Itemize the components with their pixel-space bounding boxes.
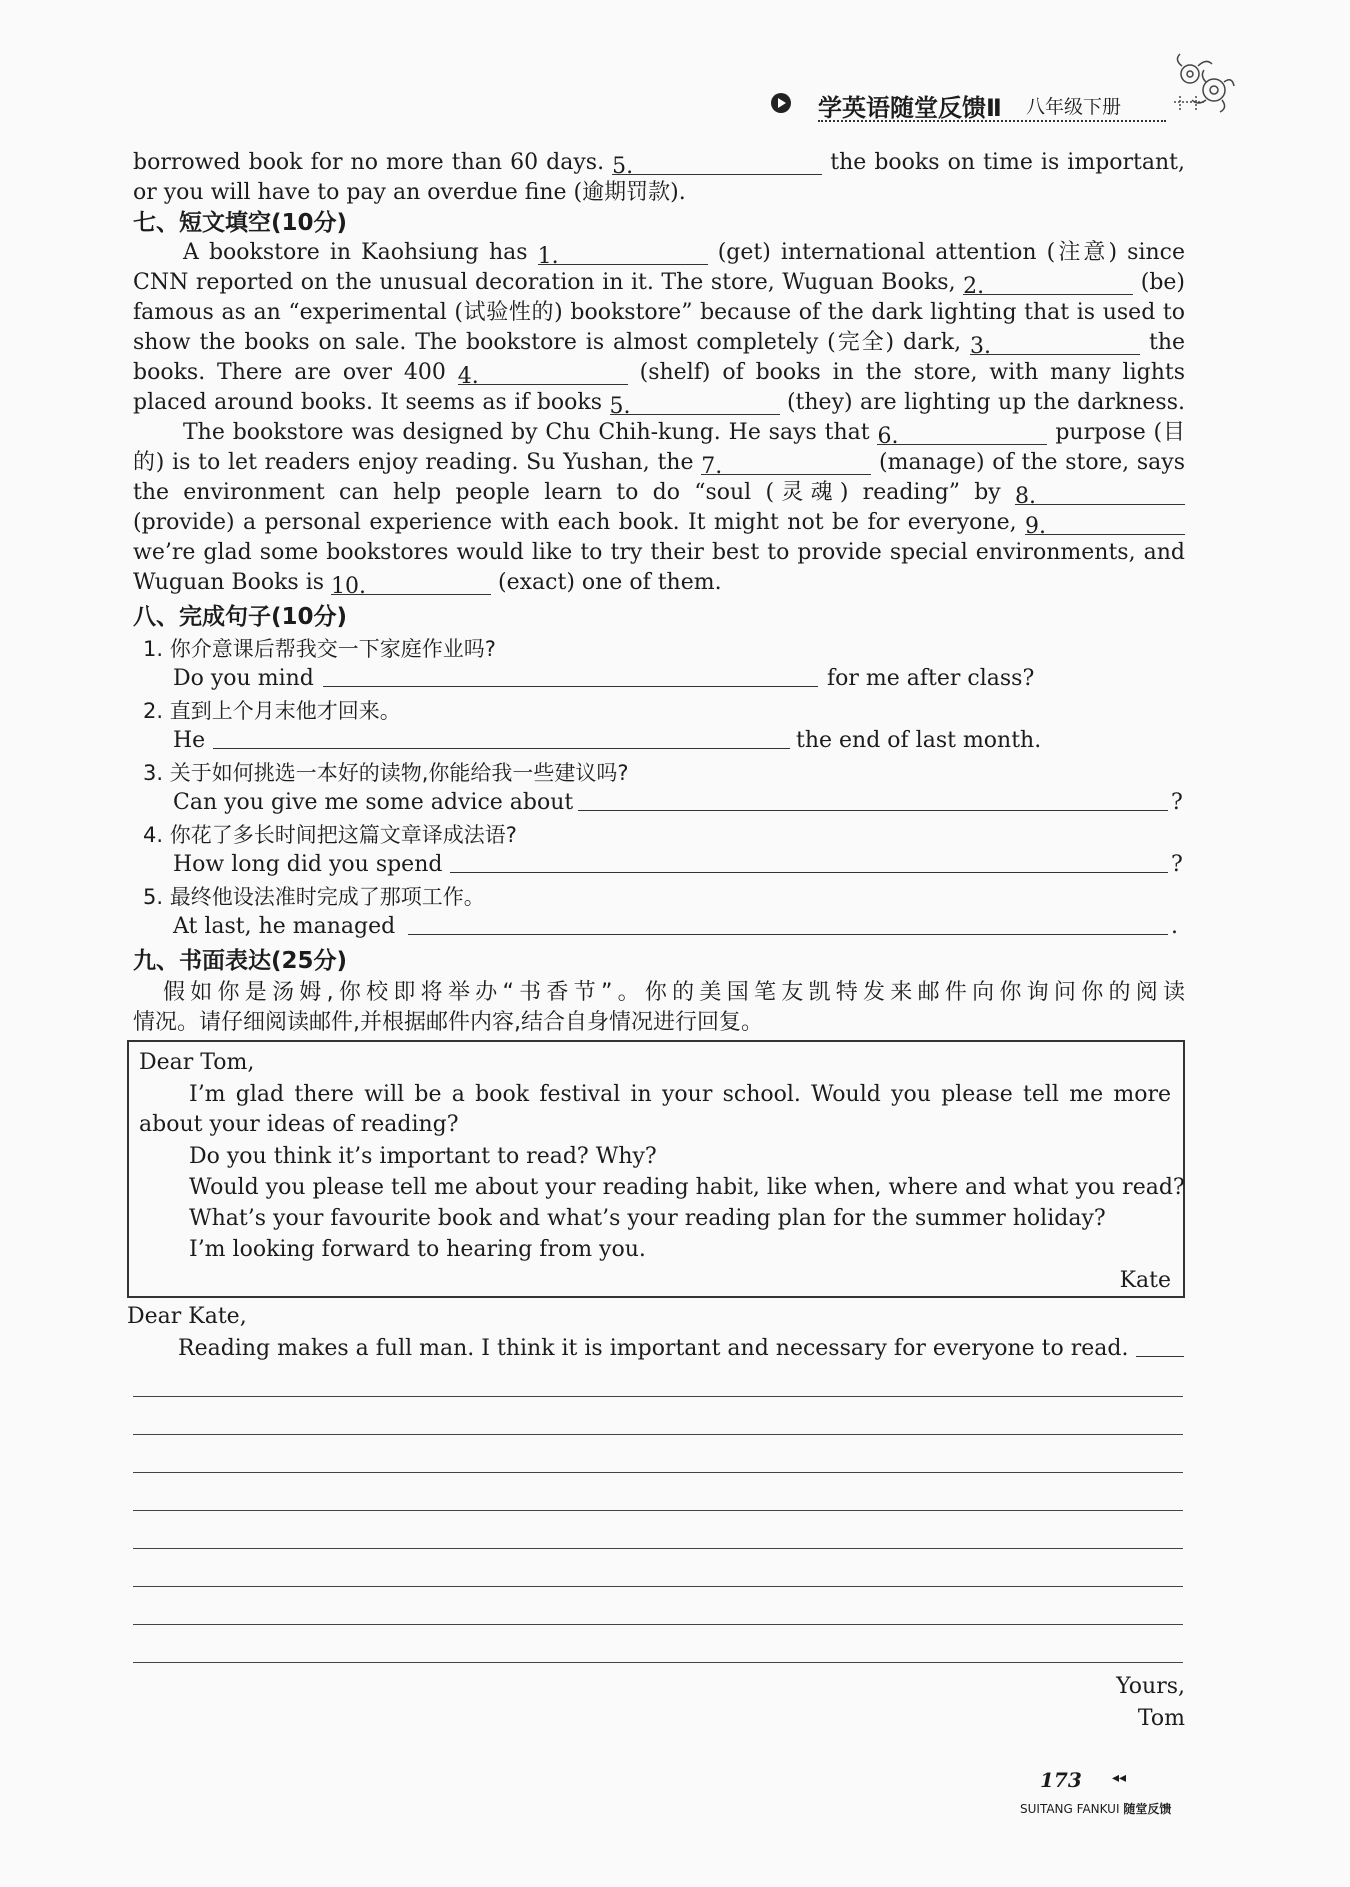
s7-line: Wuguan Books is 10. (exact) one of them. <box>133 570 722 599</box>
s7-line: CNN reported on the unusual decoration in it. The store, Wuguan Books, 2. (be) <box>133 270 1186 299</box>
writing-line[interactable] <box>1136 1334 1184 1357</box>
email-line: I’m looking forward to hearing from you. <box>189 1237 646 1262</box>
s7-line: show the books on sale. The bookstore is almost completely (完全) dark, 3. the <box>133 330 1186 359</box>
blank-3[interactable]: 3. <box>970 332 1140 355</box>
section9-heading: 九、书面表达(25分) <box>133 948 348 974</box>
reply-closing: Yours, <box>1116 1674 1185 1699</box>
answer-blank[interactable] <box>450 850 1168 873</box>
header-title: 学英语随堂反馈Ⅱ <box>818 94 1002 122</box>
email-line: Do you think it’s important to read? Why? <box>189 1144 657 1169</box>
email-line: about your ideas of reading? <box>139 1112 459 1137</box>
answer-blank[interactable] <box>408 912 1168 935</box>
s7-line: The bookstore was designed by Chu Chih-kung. He says that 6. purpose (目 <box>183 420 1185 449</box>
continued-line-1: borrowed book for no more than 60 days. 5. the books on time is important, <box>133 150 1186 179</box>
reply-name: Tom <box>1137 1706 1185 1731</box>
email-line: Would you please tell me about your reading habit, like when, where and what you read? <box>189 1175 1185 1200</box>
answer-blank[interactable]: 5. <box>612 152 822 175</box>
flower-ornament-icon <box>1162 52 1242 132</box>
answer-blank[interactable] <box>213 726 790 749</box>
page-number: 173 <box>1040 1768 1082 1792</box>
writing-line[interactable] <box>133 1548 1183 1549</box>
s7-line: the environment can help people learn to do “soul (灵魂) reading” by 8. <box>133 478 1185 508</box>
writing-line[interactable] <box>133 1472 1183 1473</box>
writing-line[interactable] <box>133 1510 1183 1511</box>
s8-item-en: Can you give me some advice about ? <box>173 790 1183 815</box>
email-box <box>127 1040 1185 1298</box>
s7-line: (provide) a personal experience with each book. It might not be for everyone, 9. <box>133 508 1185 538</box>
section8-heading: 八、完成句子(10分) <box>133 604 348 630</box>
s9-intro-2: 情况。请仔细阅读邮件,并根据邮件内容,结合自身情况进行回复。 <box>133 1010 763 1035</box>
answer-blank[interactable] <box>578 788 1168 811</box>
writing-line[interactable] <box>133 1662 1183 1663</box>
s7-line: 的) is to let readers enjoy reading. Su Yushan, the 7. (manage) of the store, says <box>133 450 1186 479</box>
s7-line: A bookstore in Kaohsiung has 1. (get) international attention (注意) since <box>183 240 1186 269</box>
email-line: I’m glad there will be a book festival in your school. Would you please tell me more <box>189 1082 1171 1107</box>
s8-item-en: At last, he managed . <box>173 914 1178 939</box>
s8-item-cn: 3. 关于如何挑选一本好的读物,你能给我一些建议吗? <box>143 761 629 785</box>
s7-line: placed around books. It seems as if books 5. (they) are lighting up the darkness. <box>133 390 1185 419</box>
email-greeting: Dear Tom, <box>139 1050 255 1075</box>
footer-brand: SUITANG FANKUI 随堂反馈 <box>1020 1802 1172 1816</box>
s8-item-cn: 4. 你花了多长时间把这篇文章译成法语? <box>143 823 517 847</box>
section7-heading: 七、短文填空(10分) <box>133 210 348 236</box>
s8-item-en: How long did you spend ? <box>173 852 1183 877</box>
answer-blank[interactable] <box>323 664 818 687</box>
writing-line[interactable] <box>133 1624 1183 1625</box>
s7-line: we’re glad some bookstores would like to try their best to provide special environments, and <box>133 540 1185 565</box>
continued-line-2: or you will have to pay an overdue fine (逾期罚款). <box>133 180 686 205</box>
blank-1[interactable]: 1. <box>538 242 708 265</box>
s8-item-cn: 2. 直到上个月末他才回来。 <box>143 699 401 723</box>
blank-2[interactable]: 2. <box>963 272 1133 295</box>
blank-5[interactable]: 5. <box>610 392 780 415</box>
blank-6[interactable]: 6. <box>877 422 1047 445</box>
email-line: What’s your favourite book and what’s your reading plan for the summer holiday? <box>189 1206 1106 1231</box>
writing-line[interactable] <box>133 1396 1183 1397</box>
blank-9[interactable]: 9. <box>1025 512 1185 535</box>
s8-item-en: He the end of last month. <box>173 728 1042 753</box>
blank-10[interactable]: 10. <box>331 572 491 595</box>
header-dotted-rule <box>818 120 1166 122</box>
reply-greeting: Dear Kate, <box>127 1304 247 1329</box>
blank-8[interactable]: 8. <box>1015 482 1185 505</box>
email-signature: Kate <box>1119 1268 1171 1293</box>
blank-7[interactable]: 7. <box>701 452 871 475</box>
s7-line: famous as an “experimental (试验性的) bookstore” because of the dark lighting that is used to <box>133 300 1185 325</box>
s8-item-cn: 5. 最终他设法准时完成了那项工作。 <box>143 885 485 909</box>
writing-line[interactable] <box>133 1434 1183 1435</box>
arrow-icon: ◂◂ <box>1112 1770 1127 1786</box>
reply-first-line: Reading makes a full man. I think it is important and necessary for everyone to read. <box>178 1334 1185 1364</box>
s8-item-en: Do you mind for me after class? <box>173 666 1035 691</box>
blank-4[interactable]: 4. <box>458 362 628 385</box>
header-grade: 八年级下册 <box>1026 96 1122 118</box>
s8-item-cn: 1. 你介意课后帮我交一下家庭作业吗? <box>143 637 496 661</box>
play-circle-icon <box>770 92 792 114</box>
header <box>770 82 1240 132</box>
s7-line: books. There are over 400 4. (shelf) of books in the store, with many lights <box>133 360 1185 389</box>
writing-line[interactable] <box>133 1586 1183 1587</box>
s9-intro-1: 假如你是汤姆,你校即将举办“书香节”。你的美国笔友凯特发来邮件向你询问你的阅读 <box>163 980 1185 1005</box>
